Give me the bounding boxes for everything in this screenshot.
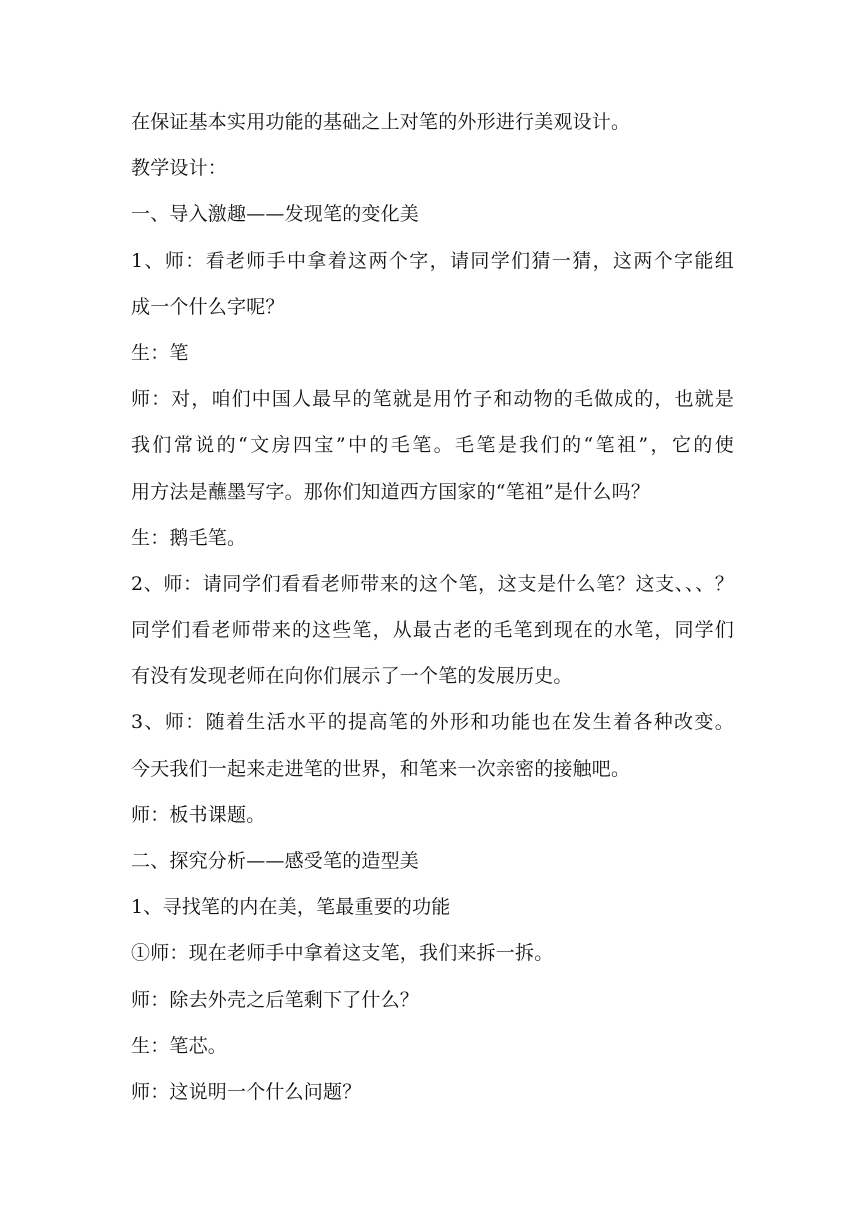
text-line: 师：对，咱们中国人最早的笔就是用竹子和动物的毛做成的，也就是 xyxy=(131,388,734,411)
text-line: 生：笔 xyxy=(131,341,189,364)
text-line: 同学们看老师带来的这些笔，从最古老的毛笔到现在的水笔，同学们 xyxy=(131,619,734,642)
text-line: ①师：现在老师手中拿着这支笔，我们来拆一拆。 xyxy=(131,942,554,965)
section-heading: 一、导入激趣——发现笔的变化美 xyxy=(131,203,420,226)
text-line: 成一个什么字呢？ xyxy=(131,295,285,318)
text-line: 我们常说的“文房四宝”中的毛笔。毛笔是我们的“笔祖”，它的使 xyxy=(131,434,734,457)
text-line: 师：除去外壳之后笔剩下了什么？ xyxy=(131,988,420,1011)
text-line: 1、师：看老师手中拿着这两个字，请同学们猜一猜，这两个字能组 xyxy=(131,249,734,272)
text-line: 生：鹅毛笔。 xyxy=(131,526,247,549)
section-label: 教学设计： xyxy=(131,157,228,180)
document-body xyxy=(131,110,741,1126)
text-line: 生：笔芯。 xyxy=(131,1034,228,1057)
text-line: 师：这说明一个什么问题？ xyxy=(131,1080,362,1103)
text-line: 今天我们一起来走进笔的世界，和笔来一次亲密的接触吧。 xyxy=(131,757,631,780)
text-line: 在保证基本实用功能的基础之上对笔的外形进行美观设计。 xyxy=(131,111,631,133)
text-line: 1、寻找笔的内在美，笔最重要的功能 xyxy=(131,896,451,919)
text-line: 师：板书课题。 xyxy=(131,803,266,826)
text-line: 2、师：请同学们看看老师带来的这个笔，这支是什么笔？这支、、、？ xyxy=(131,572,734,595)
section-heading: 二、探究分析——感受笔的造型美 xyxy=(131,850,420,872)
text-line: 有没有发现老师在向你们展示了一个笔的发展历史。 xyxy=(131,665,573,688)
text-line: 3、师：随着生活水平的提高笔的外形和功能也在发生着各种改变。 xyxy=(131,711,734,734)
text-line: 用方法是蘸墨写字。那你们知道西方国家的“笔祖”是什么吗？ xyxy=(131,480,651,503)
